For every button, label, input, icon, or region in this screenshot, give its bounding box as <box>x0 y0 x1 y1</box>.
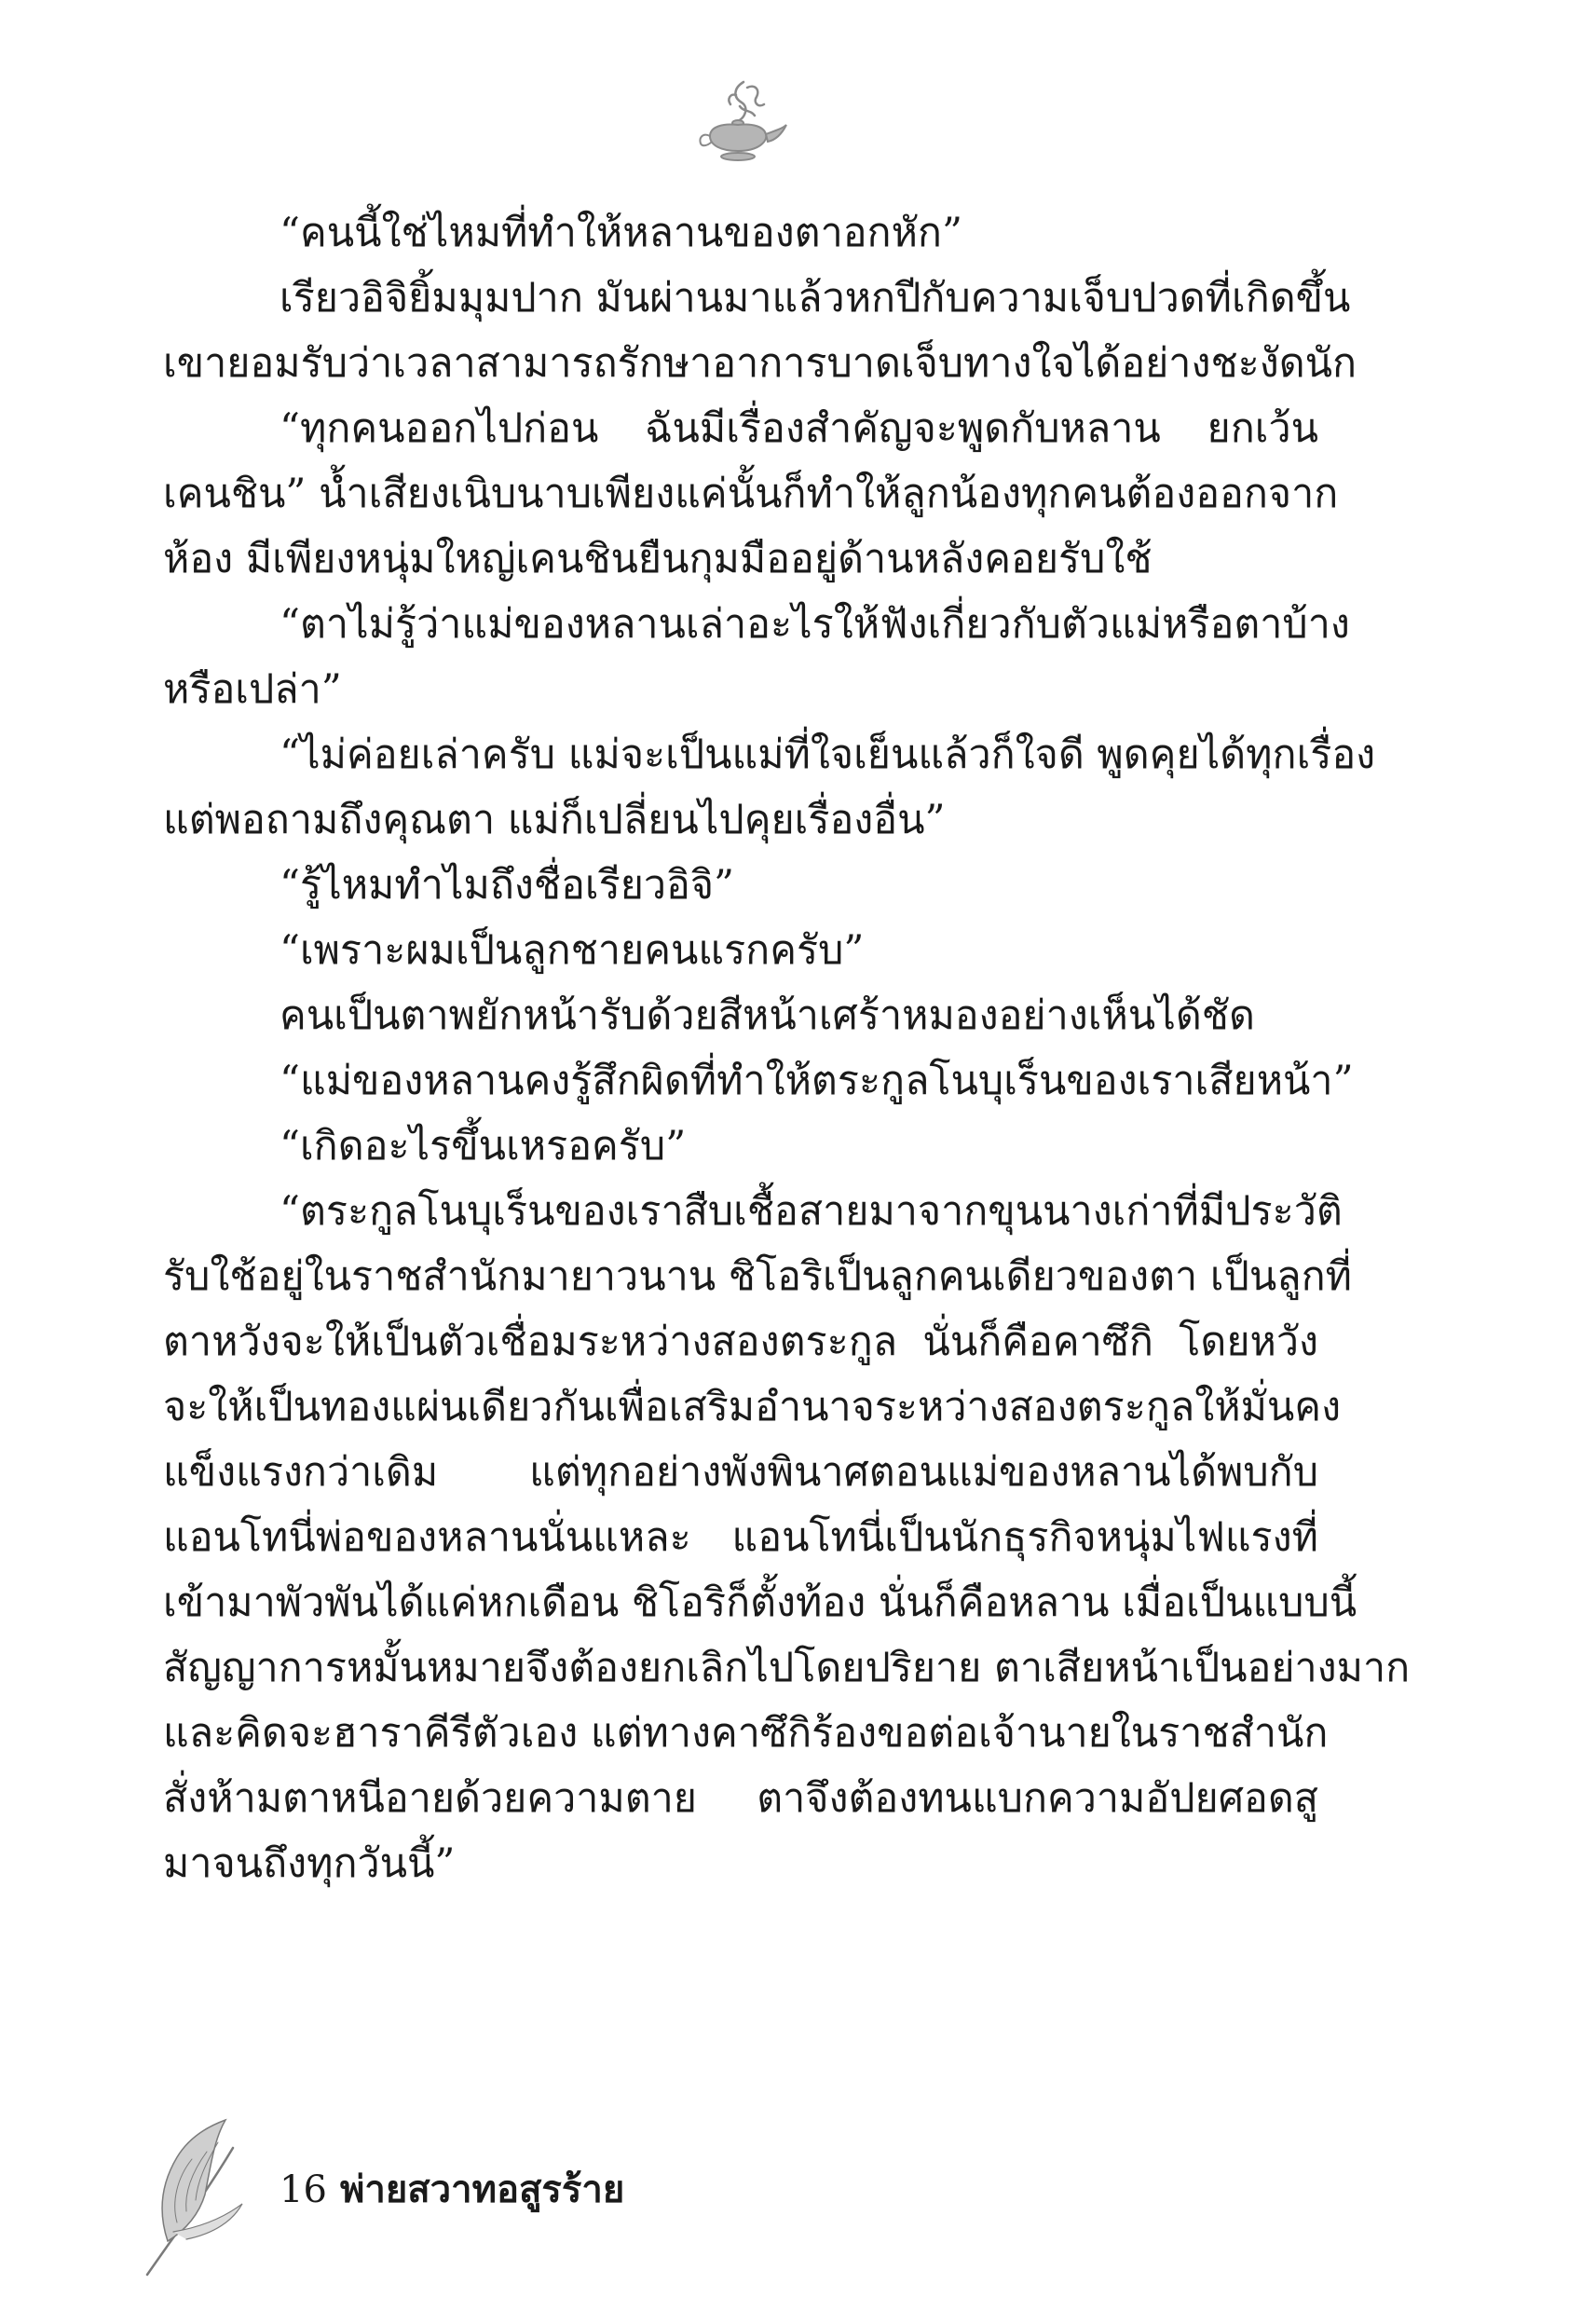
text-line: เข้ามาพัวพันได้แค่หกเดือน ชิโอริก็ตั้งท้อง นั่นก็คือหลาน เมื่อเป็นแบบนี้ <box>163 1579 1357 1626</box>
text-line: คนเป็นตาพยักหน้ารับด้วยสีหน้าเศร้าหมองอย่างเห็นได้ชัด <box>280 992 1255 1039</box>
text-line: “คนนี้ใช่ไหมที่ทำให้หลานของตาอกหัก” <box>280 210 962 256</box>
text-line: เขายอมรับว่าเวลาสามารถรักษาอาการบาดเจ็บทางใจได้อย่างชะงัดนัก <box>163 340 1357 387</box>
text-line: สัญญาการหมั้นหมายจึงต้องยกเลิกไปโดยปริยาย ตาเสียหน้าเป็นอย่างมาก <box>163 1645 1411 1691</box>
text-line: ห้อง มีเพียงหนุ่มใหญ่เคนชินยืนกุมมืออยู่ด้านหลังคอยรับใช้ <box>163 536 1153 582</box>
text-line: เคนชิน” น้ำเสียงเนิบนาบเพียงแค่นั้นก็ทำให้ลูกน้องทุกคนต้องออกจาก <box>163 471 1339 517</box>
page-number: 16 <box>280 2168 327 2211</box>
text-line: “ตระกูลโนบุเร็นของเราสืบเชื้อสายมาจากขุนนางเก่าที่มีประวัติ <box>280 1188 1343 1235</box>
book-title: พ่ายสวาทอสูรร้าย <box>340 2168 625 2211</box>
text-line: แต่พอถามถึงคุณตา แม่ก็เปลี่ยนไปคุยเรื่องอื่น” <box>163 797 946 843</box>
text-line: และคิดจะฮาราคีรีตัวเอง แต่ทางคาซึกิร้องขอต่อเจ้านายในราชสำนัก <box>163 1710 1329 1757</box>
text-line: จะให้เป็นทองแผ่นเดียวกันเพื่อเสริมอำนาจระหว่างสองตระกูลให้มั่นคง <box>163 1384 1342 1430</box>
text-line: สั่งห้ามตาหนีอายด้วยความตาย ตาจึงต้องทนแบกความอัปยศอดสู <box>163 1775 1318 1822</box>
text-line: มาจนถึงทุกวันนี้” <box>163 1840 456 1887</box>
text-line: รับใช้อยู่ในราชสำนักมายาวนาน ชิโอริเป็นลูกคนเดียวของตา เป็นลูกที่ <box>163 1253 1352 1300</box>
text-line: “ไม่ค่อยเล่าครับ แม่จะเป็นแม่ที่ใจเย็นแล้วก็ใจดี พูดคุยได้ทุกเรื่อง <box>280 732 1376 778</box>
text-line: “รู้ไหมทำไมถึงชื่อเรียวอิจิ” <box>280 862 735 909</box>
text-line: ตาหวังจะให้เป็นตัวเชื่อมระหว่างสองตระกูล นั่นก็คือคาซึกิ โดยหวัง <box>163 1319 1318 1365</box>
page-footer <box>140 2111 792 2278</box>
body-text <box>163 200 1411 1896</box>
text-line: หรือเปล่า” <box>163 666 342 713</box>
text-line: “แม่ของหลานคงรู้สึกผิดที่ทำให้ตระกูลโนบุเร็นของเราเสียหน้า” <box>280 1058 1354 1104</box>
feather-icon <box>140 2111 280 2278</box>
genie-lamp-icon <box>689 75 792 177</box>
text-line: “ทุกคนออกไปก่อน ฉันมีเรื่องสำคัญจะพูดกับหลาน ยกเว้น <box>280 405 1318 452</box>
text-line: “เกิดอะไรขึ้นเหรอครับ” <box>280 1123 687 1169</box>
text-line: “ตาไม่รู้ว่าแม่ของหลานเล่าอะไรให้ฟังเกี่ยวกับตัวแม่หรือตาบ้าง <box>280 601 1350 648</box>
text-line: “เพราะผมเป็นลูกชายคนแรกครับ” <box>280 927 865 974</box>
text-line: แอนโทนี่พ่อของหลานนั่นแหละ แอนโทนี่เป็นนักธุรกิจหนุ่มไฟแรงที่ <box>163 1514 1318 1561</box>
text-line: เรียวอิจิยิ้มมุมปาก มันผ่านมาแล้วหกปีกับความเจ็บปวดที่เกิดขึ้น <box>280 275 1351 321</box>
text-line: แข็งแรงกว่าเดิม แต่ทุกอย่างพังพินาศตอนแม่ของหลานได้พบกับ <box>163 1449 1318 1496</box>
